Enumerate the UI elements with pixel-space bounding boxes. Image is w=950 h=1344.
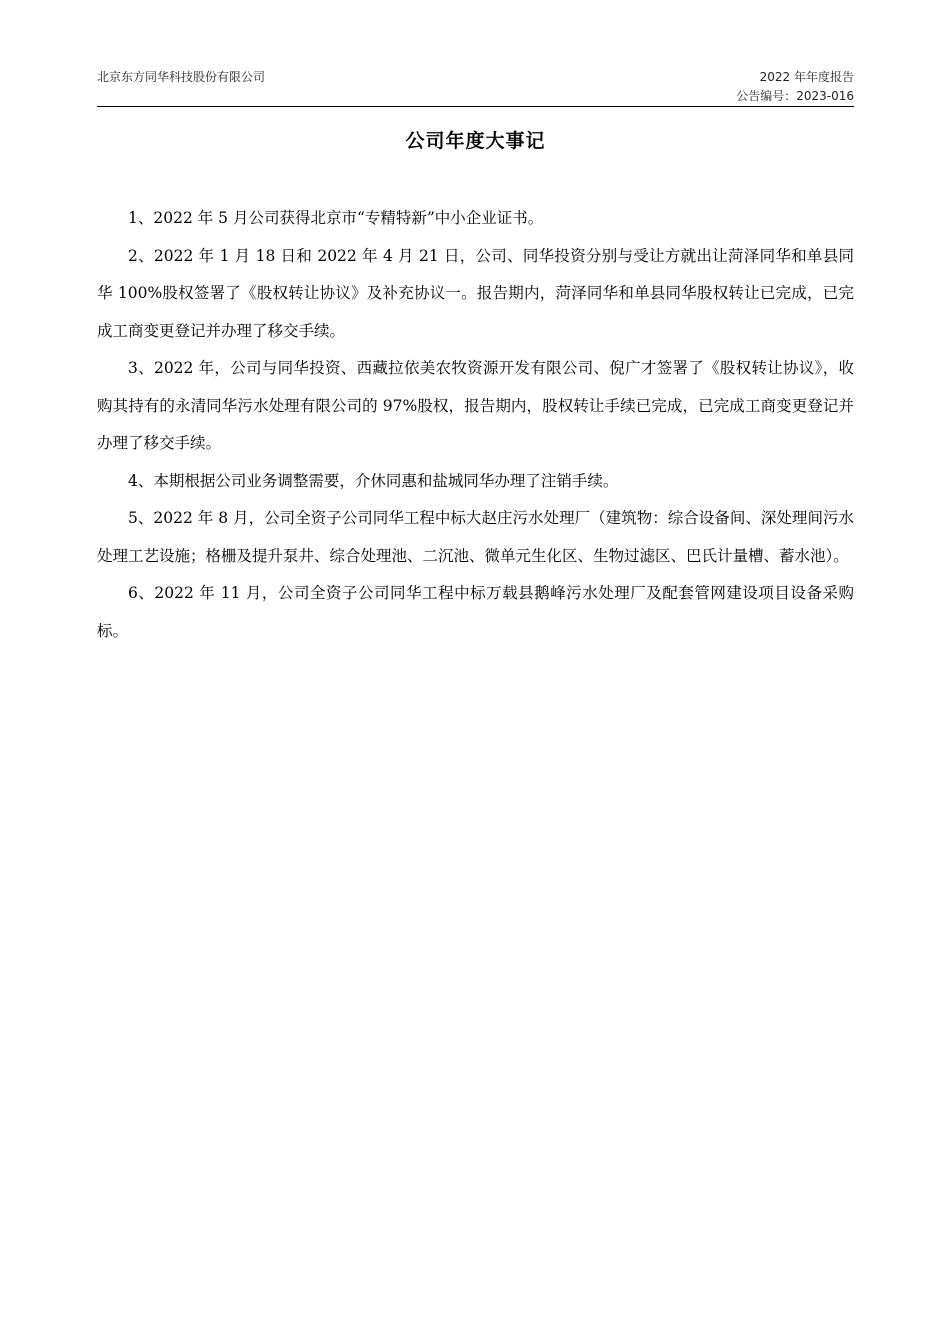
event-item-1: 1、2022 年 5 月公司获得北京市“专精特新”中小企业证书。 <box>128 209 544 227</box>
page-header <box>97 66 854 107</box>
report-info <box>736 68 854 106</box>
event-item-3: 3、2022 年，公司与同华投资、西藏拉依美农牧资源开发有限公司、倪广才签署了《股权转让协议》，收购其持有的永清同华污水处理有限公司的 97%股权，报告期内，股权转让手续已完成，已完成工商变更登记并办理了移交手续。 <box>97 359 854 452</box>
announcement-number: 公告编号：2023-016 <box>736 89 854 103</box>
report-title: 2022 年年度报告 <box>759 70 854 84</box>
company-name: 北京东方同华科技股份有限公司 <box>97 70 266 84</box>
event-item-5: 5、2022 年 8 月，公司全资子公司同华工程中标大赵庄污水处理厂（建筑物：综合设备间、深处理间污水处理工艺设施；格栅及提升泵井、综合处理池、二沉池、微单元生化区、生物过滤区、巴氏计量槽、蓄水池）。 <box>97 509 854 565</box>
event-item-2: 2、2022 年 1 月 18 日和 2022 年 4 月 21 日，公司、同华投资分别与受让方就出让菏泽同华和单县同华 100%股权签署了《股权转让协议》及补充协议一。报告期内，菏泽同华和单县同华股权转让已完成，已完成工商变更登记并办理了移交手续。 <box>97 246 854 340</box>
event-item-6: 6、2022 年 11 月，公司全资子公司同华工程中标万载县鹅峰污水处理厂及配套管网建设项目设备采购标。 <box>97 584 854 640</box>
events-list <box>97 200 854 650</box>
page-title: 公司年度大事记 <box>405 130 546 152</box>
event-item-4: 4、本期根据公司业务调整需要，介休同惠和盐城同华办理了注销手续。 <box>128 471 619 490</box>
